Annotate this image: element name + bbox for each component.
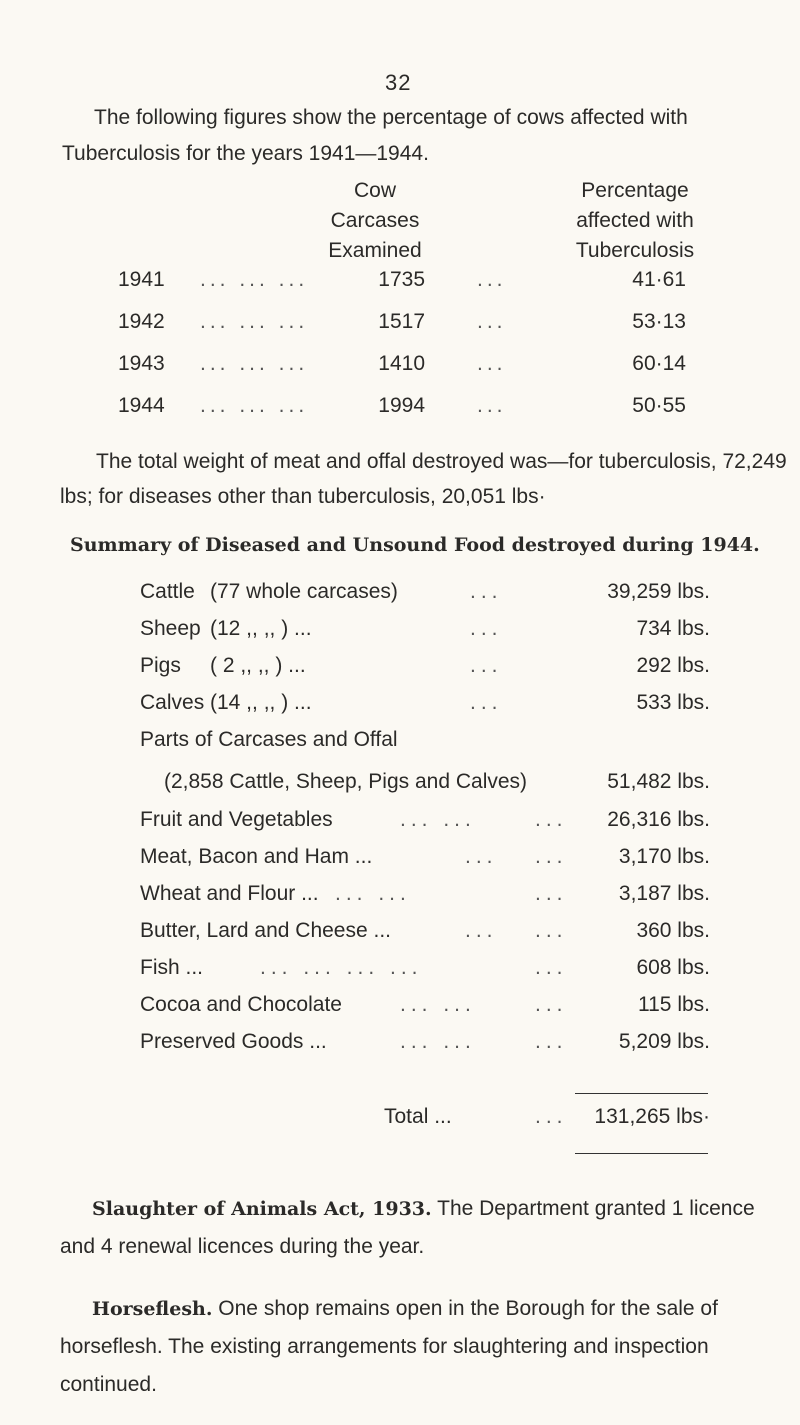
- intro-paragraph: The following figures show the percentage of cows affected with Tuberculosis for the years 1941—1944.: [62, 106, 688, 165]
- percentage-cell: 60·14: [632, 352, 686, 375]
- total-row: [0, 1105, 800, 1139]
- table-row: [0, 310, 800, 342]
- item-amount: 3,170 lbs.: [618, 845, 710, 868]
- list-item: [0, 617, 800, 651]
- item-amount: 115 lbs.: [638, 993, 710, 1016]
- item-amount: 292 lbs.: [636, 654, 710, 677]
- item-detail: ...: [465, 845, 498, 868]
- item-label: Pigs: [140, 654, 181, 677]
- table-row: [0, 352, 800, 384]
- percentage-cell: 50·55: [632, 394, 686, 417]
- leader-dots: ...: [470, 654, 503, 677]
- item-detail: (77 whole carcases): [210, 580, 398, 603]
- item-detail: (12 ,, ,, ) ...: [210, 617, 312, 640]
- table-row: [0, 394, 800, 426]
- horseflesh-title: Horseflesh.: [92, 1298, 213, 1320]
- list-item: [0, 882, 800, 916]
- item-amount: 608 lbs.: [636, 956, 710, 979]
- year-cell: 1943: [118, 352, 165, 375]
- year-cell: 1941: [118, 268, 165, 291]
- list-item: [0, 580, 800, 614]
- list-item: [0, 1030, 800, 1064]
- horseflesh-text: One shop remains open in the Borough for the sale of horseflesh. The existing arrangements for slaughtering and inspection continued.: [60, 1297, 718, 1396]
- item-detail: ...: [465, 919, 498, 942]
- total-rule-bottom: [575, 1153, 708, 1154]
- total-weight-paragraph: The total weight of meat and offal destroyed was—for tuberculosis, 72,249 lbs; for diseases other than tuberculosis, 20,051 lbs·: [60, 450, 787, 508]
- item-detail: ( 2 ,, ,, ) ...: [210, 654, 306, 677]
- item-label: Meat, Bacon and Ham ...: [140, 845, 373, 868]
- item-label: Butter, Lard and Cheese ...: [140, 919, 391, 942]
- item-label: Fruit and Vegetables: [140, 808, 333, 831]
- item-amount: 734 lbs.: [636, 617, 710, 640]
- list-item: [0, 691, 800, 725]
- examined-cell: 1994: [378, 394, 425, 417]
- item-detail: (14 ,, ,, ) ...: [210, 691, 312, 714]
- item-amount: 26,316 lbs.: [607, 808, 710, 831]
- leader-dots: ...: [470, 691, 503, 714]
- list-item: [0, 770, 800, 804]
- list-item: [0, 808, 800, 842]
- item-label: Parts of Carcases and Offal: [140, 728, 398, 751]
- item-detail: ... ...: [335, 882, 411, 905]
- total-label: Total ...: [384, 1105, 452, 1128]
- leader-dots: ...: [535, 882, 568, 905]
- table-row: [0, 268, 800, 300]
- leader-dots: ... ... ...: [200, 310, 309, 333]
- item-detail: ... ...: [400, 808, 476, 831]
- leader-dots: ...: [470, 580, 503, 603]
- leader-dots: ...: [535, 1105, 568, 1128]
- leader-dots: ...: [535, 1030, 568, 1053]
- list-item: [0, 728, 800, 762]
- item-amount: 5,209 lbs.: [618, 1030, 710, 1053]
- item-label: Calves: [140, 691, 205, 714]
- item-label: Fish ...: [140, 956, 204, 979]
- leader-dots: ...: [477, 394, 507, 417]
- leader-dots: ...: [535, 919, 568, 942]
- year-cell: 1942: [118, 310, 165, 333]
- leader-dots: ...: [535, 845, 568, 868]
- slaughter-text: The Department granted 1 licence and 4 renewal licences during the year.: [60, 1197, 755, 1258]
- list-item: [0, 993, 800, 1027]
- leader-dots: ... ... ...: [200, 268, 309, 291]
- percentage-cell: 53·13: [632, 310, 686, 333]
- page-number: 32: [385, 70, 412, 95]
- list-item: [0, 919, 800, 953]
- item-detail: ... ... ... ...: [260, 956, 423, 979]
- item-label: Preserved Goods ...: [140, 1030, 327, 1053]
- item-detail: ... ...: [400, 993, 476, 1016]
- item-amount: 51,482 lbs.: [607, 770, 710, 793]
- list-item: [0, 956, 800, 990]
- item-amount: 360 lbs.: [636, 919, 710, 942]
- leader-dots: ... ... ...: [200, 394, 309, 417]
- slaughter-title: Slaughter of Animals Act, 1933.: [92, 1198, 432, 1220]
- examined-cell: 1517: [378, 310, 425, 333]
- header-cow-carcases-examined: Cow Carcases Examined: [328, 179, 422, 262]
- examined-cell: 1410: [378, 352, 425, 375]
- item-detail: ... ...: [400, 1030, 476, 1053]
- item-label: Wheat and Flour ...: [140, 882, 319, 905]
- summary-heading: Summary of Diseased and Unsound Food destroyed during 1944.: [70, 534, 760, 556]
- examined-cell: 1735: [378, 268, 425, 291]
- item-amount: 3,187 lbs.: [618, 882, 710, 905]
- header-percentage-affected: Percentage affected with Tuberculosis: [575, 179, 695, 262]
- list-item: [0, 654, 800, 688]
- item-label: Sheep: [140, 617, 201, 640]
- item-amount: 39,259 lbs.: [607, 580, 710, 603]
- year-cell: 1944: [118, 394, 165, 417]
- leader-dots: ...: [477, 268, 507, 291]
- total-rule-top: [575, 1093, 708, 1094]
- leader-dots: ...: [535, 956, 568, 979]
- leader-dots: ...: [477, 352, 507, 375]
- total-amount: 131,265 lbs·: [594, 1105, 710, 1128]
- leader-dots: ...: [477, 310, 507, 333]
- item-label: (2,858 Cattle, Sheep, Pigs and Calves): [164, 770, 528, 793]
- leader-dots: ...: [470, 617, 503, 640]
- list-item: [0, 845, 800, 879]
- item-amount: 533 lbs.: [636, 691, 710, 714]
- item-label: Cattle: [140, 580, 195, 603]
- leader-dots: ...: [535, 993, 568, 1016]
- leader-dots: ... ... ...: [200, 352, 309, 375]
- horseflesh-paragraph: [60, 1290, 792, 1404]
- percentage-cell: 41·61: [632, 268, 686, 291]
- leader-dots: ...: [535, 808, 568, 831]
- item-label: Cocoa and Chocolate: [140, 993, 342, 1016]
- slaughter-paragraph: [60, 1190, 792, 1266]
